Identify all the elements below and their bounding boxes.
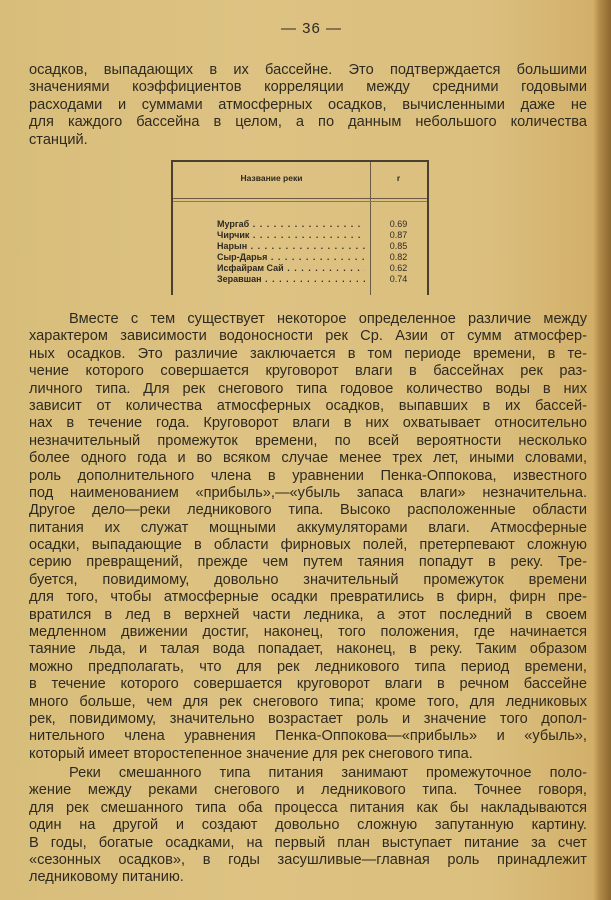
text-line: питания их служат мощными аккумуляторами влаги. Атмосферные bbox=[29, 519, 587, 536]
text-line: в течение которого совершается круговорот влаги в речном бассейне bbox=[29, 676, 587, 693]
river-name: Сыр-Дарья . . . bbox=[217, 252, 365, 263]
text-line: вратился в лед в верхней части ледника, а этот последний в своем bbox=[29, 606, 587, 623]
text-line: один на другой и создают довольно сложную запутанную картину. bbox=[29, 817, 587, 834]
table-row bbox=[173, 274, 427, 285]
text-line: осадки, выпадающие в области фирновых полей, претерпевают сложную bbox=[29, 537, 587, 554]
header-river-name: Название реки bbox=[240, 173, 303, 183]
table-body bbox=[173, 219, 427, 285]
text-line: можно предполагать, что для рек ледникового типа период времени, bbox=[29, 658, 587, 675]
text-line: станций. bbox=[29, 131, 88, 148]
text-line: характером зависимости водоносности рек Ср. Азии от сумм атмосфер- bbox=[29, 328, 587, 345]
header-divider-inner bbox=[173, 201, 427, 202]
header-correlation: r bbox=[396, 173, 401, 183]
page-edge bbox=[599, 0, 611, 900]
correlation-value: 0.69 bbox=[389, 219, 408, 229]
text-line: значениями коэффициентов корреляции между средними годовыми bbox=[29, 79, 587, 96]
table-row bbox=[173, 230, 427, 241]
table-row bbox=[173, 263, 427, 274]
correlation-value: 0.62 bbox=[389, 263, 408, 273]
correlation-value: 0.74 bbox=[389, 274, 408, 284]
river-name: Мургаб . . . bbox=[217, 219, 365, 230]
text-line: незначительный промежуток времени, по всей вероятности несколько bbox=[29, 432, 587, 449]
paragraph-2 bbox=[29, 311, 587, 763]
text-line: личного типа. Для рек снегового типа годовое количество воды в них bbox=[29, 380, 587, 397]
text-line: зависит от количества атмосферных осадков, выпавших в их бассей- bbox=[29, 397, 587, 414]
text-line: рек, повидимому, значительно возрастает роль и значение того допол- bbox=[29, 710, 587, 727]
text-line: расходами и суммами атмосферных осадков, вычисленными даже не bbox=[29, 96, 587, 113]
text-line: более одного года и во всяком случае менее трех лет, иными словами, bbox=[29, 450, 587, 467]
table-row bbox=[173, 241, 427, 252]
text-line: под наименованием «прибыль»,—«убыль запаса влаги» незначительна. bbox=[29, 484, 587, 501]
text-line: много больше, чем для рек снегового типа; кроме того, для ледниковых bbox=[29, 693, 587, 710]
paragraph-1 bbox=[29, 62, 587, 149]
text-line: нительного члена уравнения Пенка-Оппокова—«прибыль» и «убыль», bbox=[29, 728, 587, 745]
page-number: — 36 — bbox=[280, 20, 343, 37]
paragraph-3 bbox=[29, 765, 587, 887]
correlation-value: 0.82 bbox=[389, 252, 408, 262]
correlation-value: 0.87 bbox=[389, 230, 408, 240]
text-line: В годы, богатые осадками, на первый план выступает питание за счет bbox=[29, 834, 587, 851]
river-name: Исфайрам Сай . . . bbox=[217, 263, 365, 274]
river-name: Чирчик . . . bbox=[217, 230, 365, 241]
text-line: чение которого совершается круговорот влаги в бассейнах рек раз- bbox=[29, 363, 587, 380]
text-line: таяние льда, и талая вода попадает, наконец, в реку. Таким образом bbox=[29, 641, 587, 658]
text-line: для рек смешанного типа оба процесса питания как бы накладываются bbox=[29, 799, 587, 816]
text-line: «сезонных осадков», в годы засушливые—главная роль принадлежит bbox=[29, 851, 587, 868]
header-divider bbox=[173, 198, 427, 199]
text-line: осадков, выпадающих в их бассейне. Это подтверждается большими bbox=[29, 62, 587, 78]
text-line: для того, чтобы атмосферные осадки превратились в фирн, фирн пре- bbox=[29, 589, 587, 606]
text-line: медленном движении достиг, наконец, того положения, где начинается bbox=[29, 624, 587, 641]
text-line: ледниковому питанию. bbox=[29, 869, 184, 886]
river-name: Зеравшан . . . bbox=[217, 274, 365, 285]
text-line: для каждого бассейна в целом, а по данным небольшого количества bbox=[29, 114, 587, 131]
correlation-table bbox=[171, 160, 429, 295]
correlation-value: 0.85 bbox=[389, 241, 408, 251]
river-name: Нарын . . . bbox=[217, 241, 365, 252]
text-line: ных осадков. Это различие заключается в том периоде времени, в те- bbox=[29, 345, 587, 362]
text-line: жение между реками снегового и ледникового типа. Точнее говоря, bbox=[29, 782, 587, 799]
text-line: Реки смешанного типа питания занимают промежуточное поло- bbox=[69, 765, 587, 781]
text-line: Другое дело—реки ледникового типа. Высоко расположенные области bbox=[29, 502, 587, 519]
text-line: который имеет второстепенное значение для рек снегового типа. bbox=[29, 745, 473, 762]
text-line: буется, повидимому, довольно значительный промежуток времени bbox=[29, 571, 587, 588]
table-row bbox=[173, 219, 427, 230]
text-line: нах в течение года. Круговорот влаги в них охватывает относительно bbox=[29, 415, 587, 432]
text-line: роль дополнительного члена в уравнении Пенка-Оппокова, известного bbox=[29, 467, 587, 484]
table-row bbox=[173, 252, 427, 263]
text-line: серию превращений, прежде чем путем таяния попадут в реку. Тре- bbox=[29, 554, 587, 571]
text-line: Вместе с тем существует некоторое определенное различие между bbox=[69, 311, 587, 327]
